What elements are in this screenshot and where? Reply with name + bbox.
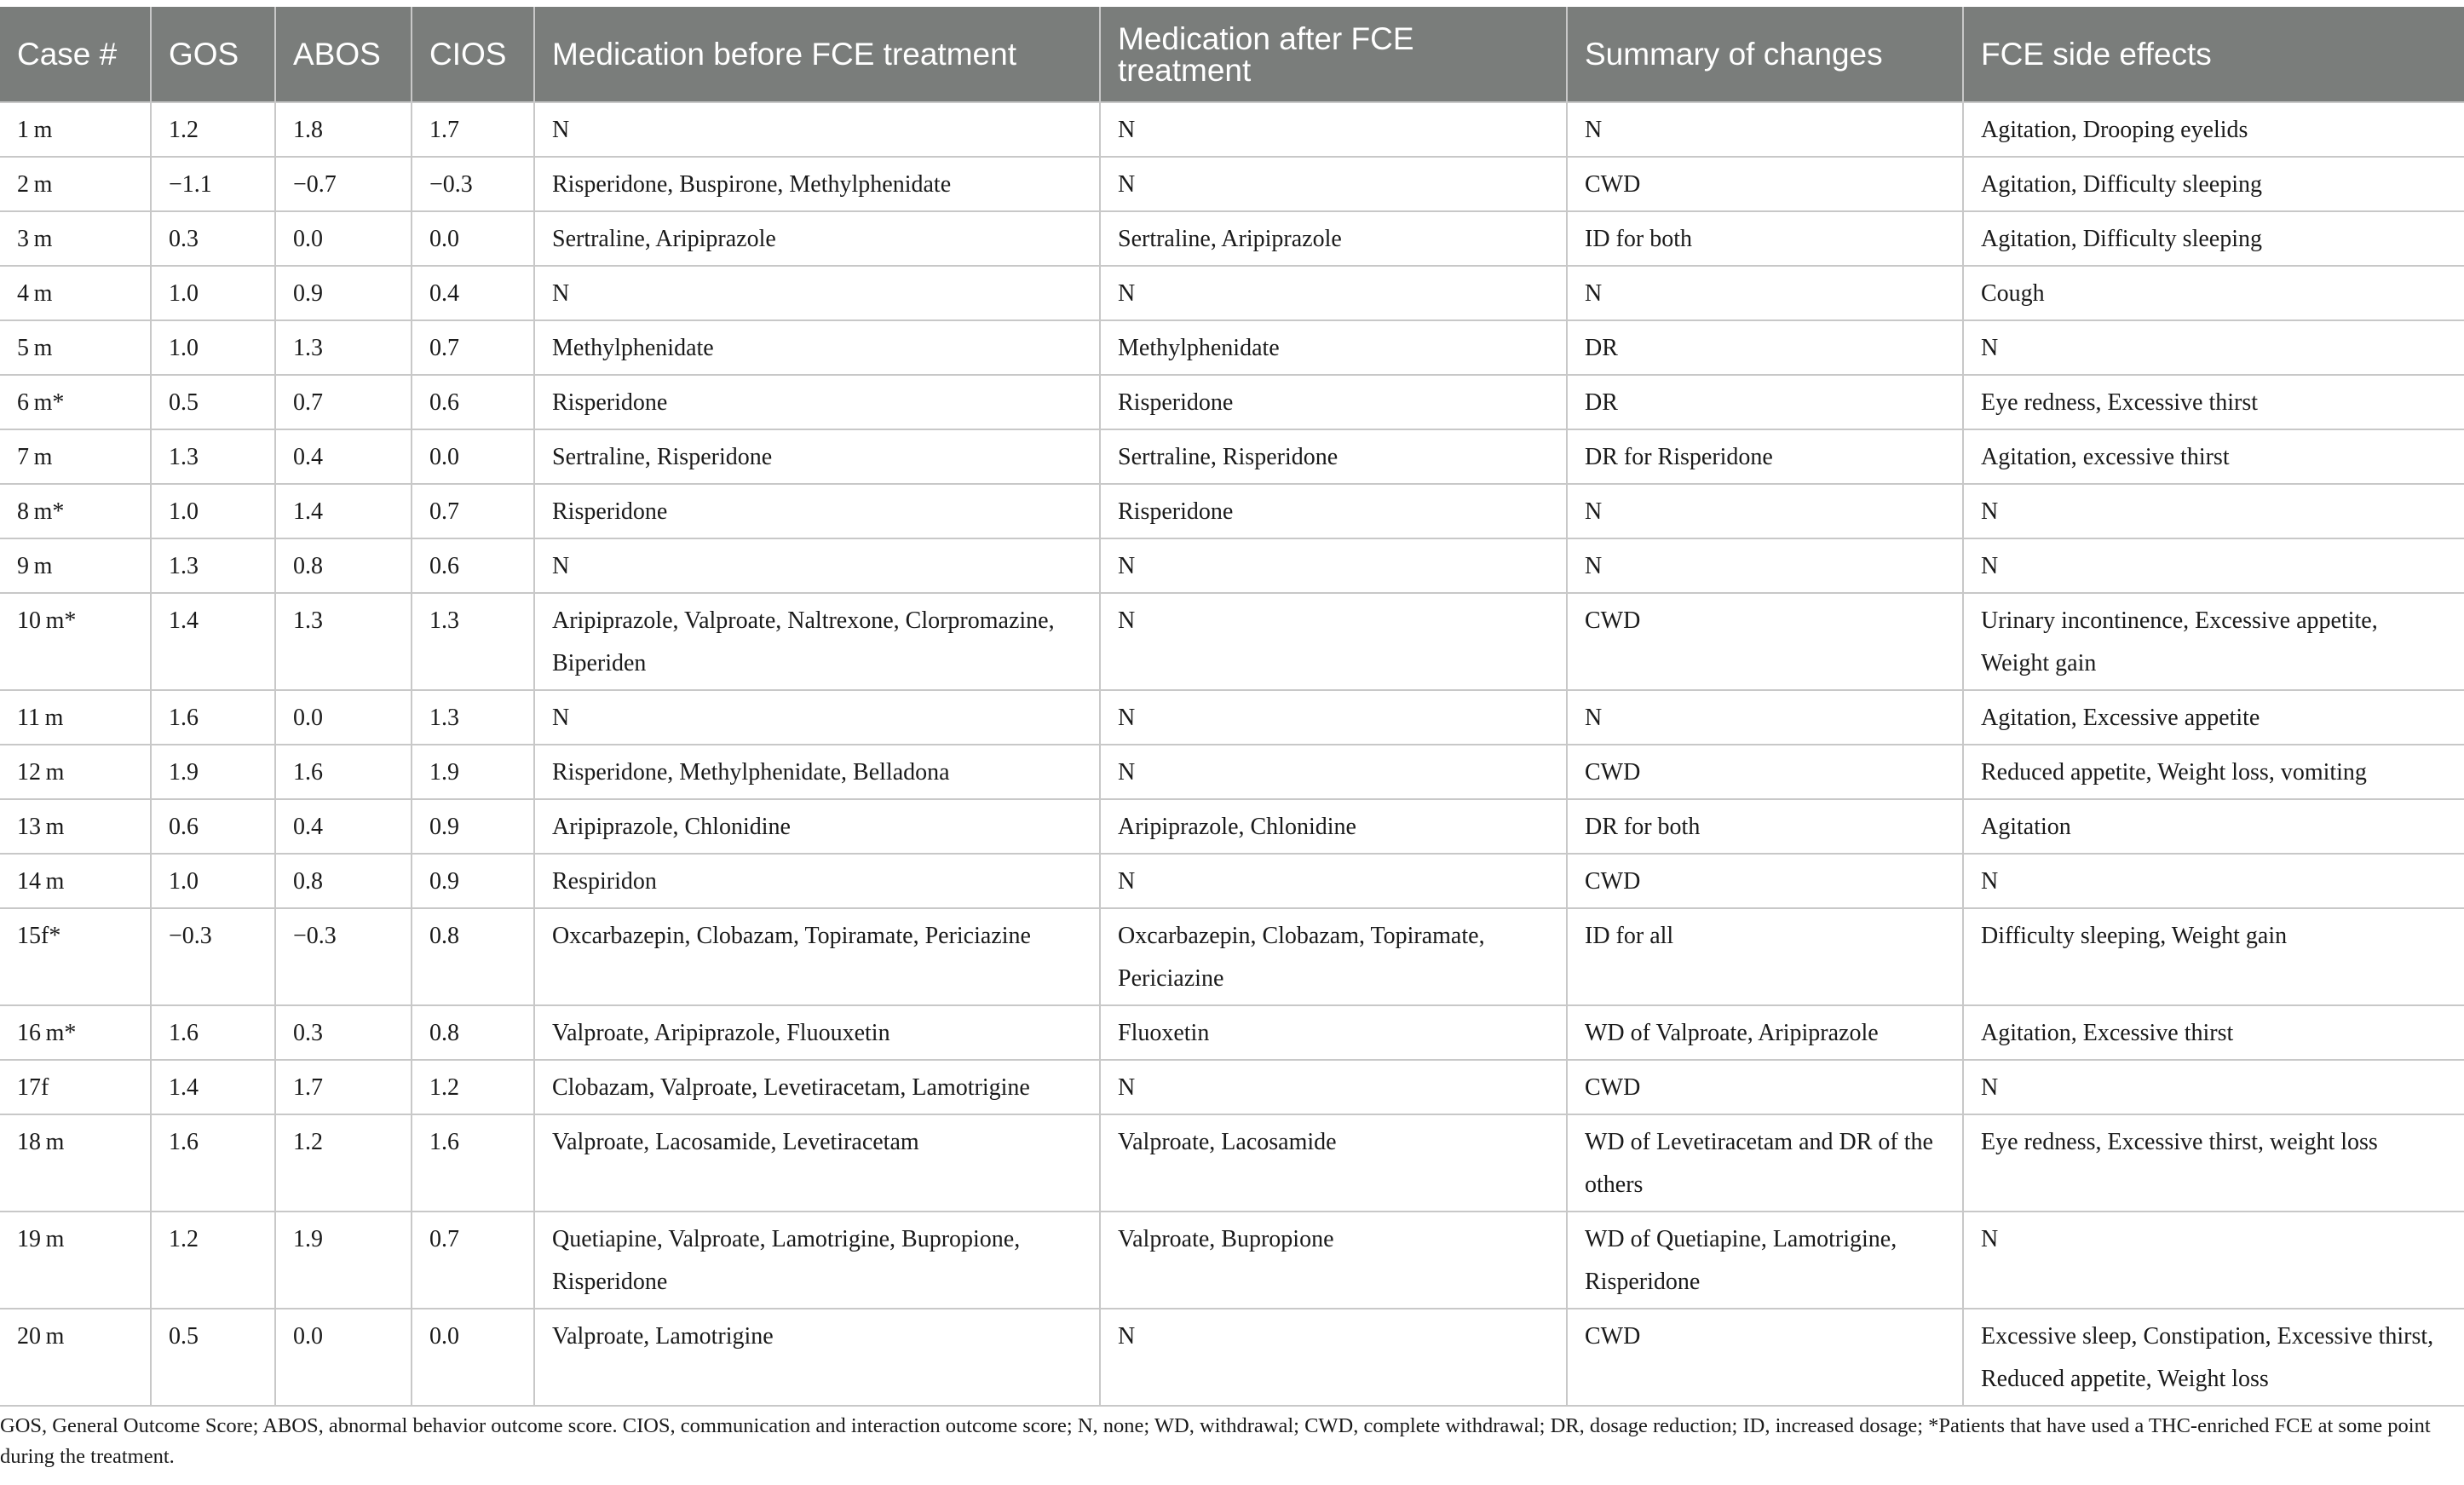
cell-gos: 1.9 xyxy=(151,745,275,799)
cell-gos: 0.3 xyxy=(151,211,275,266)
cell-medication-before: Oxcarbazepin, Clobazam, Topiramate, Periciazine xyxy=(534,908,1100,1005)
cell-summary-of-changes: N xyxy=(1567,484,1963,538)
cell-case: 7 m xyxy=(0,429,151,484)
cell-medication-after: Methylphenidate xyxy=(1100,320,1567,375)
cell-abos: 1.9 xyxy=(275,1212,412,1309)
cell-summary-of-changes: DR for Risperidone xyxy=(1567,429,1963,484)
table-row xyxy=(0,1309,2464,1406)
cell-case: 14 m xyxy=(0,854,151,908)
cell-cios: 1.9 xyxy=(412,745,534,799)
cell-medication-after: N xyxy=(1100,690,1567,745)
cell-side-effects: Eye redness, Excessive thirst, weight loss xyxy=(1963,1114,2464,1212)
cell-cios: 0.0 xyxy=(412,429,534,484)
cell-summary-of-changes: N xyxy=(1567,690,1963,745)
cell-abos: 0.3 xyxy=(275,1005,412,1060)
cell-side-effects: Difficulty sleeping, Weight gain xyxy=(1963,908,2464,1005)
cell-gos: 1.6 xyxy=(151,690,275,745)
cell-medication-before: Clobazam, Valproate, Levetiracetam, Lamotrigine xyxy=(534,1060,1100,1114)
cell-summary-of-changes: DR xyxy=(1567,375,1963,429)
cell-gos: 1.0 xyxy=(151,854,275,908)
cell-abos: −0.3 xyxy=(275,908,412,1005)
cell-medication-after: N xyxy=(1100,593,1567,690)
table-body xyxy=(0,102,2464,1406)
cell-gos: 1.4 xyxy=(151,1060,275,1114)
cell-cios: 0.9 xyxy=(412,854,534,908)
cell-summary-of-changes: CWD xyxy=(1567,745,1963,799)
table-row xyxy=(0,593,2464,690)
cell-medication-before: Risperidone xyxy=(534,484,1100,538)
cell-case: 13 m xyxy=(0,799,151,854)
cell-cios: 0.4 xyxy=(412,266,534,320)
header-side-effects: FCE side effects xyxy=(1963,7,2464,102)
cell-medication-before: Valproate, Aripiprazole, Fluouxetin xyxy=(534,1005,1100,1060)
cell-summary-of-changes: DR for both xyxy=(1567,799,1963,854)
cell-abos: 0.8 xyxy=(275,854,412,908)
table-row xyxy=(0,854,2464,908)
cell-side-effects: Reduced appetite, Weight loss, vomiting xyxy=(1963,745,2464,799)
cell-case: 12 m xyxy=(0,745,151,799)
cell-side-effects: Agitation, Difficulty sleeping xyxy=(1963,157,2464,211)
table-row xyxy=(0,266,2464,320)
cell-medication-before: Sertraline, Risperidone xyxy=(534,429,1100,484)
cell-gos: 0.5 xyxy=(151,1309,275,1406)
cell-medication-before: Aripiprazole, Valproate, Naltrexone, Clorpromazine, Biperiden xyxy=(534,593,1100,690)
cell-medication-after: Valproate, Bupropione xyxy=(1100,1212,1567,1309)
cell-summary-of-changes: CWD xyxy=(1567,1060,1963,1114)
cell-side-effects: Cough xyxy=(1963,266,2464,320)
table-row xyxy=(0,102,2464,157)
cell-cios: −0.3 xyxy=(412,157,534,211)
cell-cios: 0.6 xyxy=(412,375,534,429)
cell-medication-after: Sertraline, Risperidone xyxy=(1100,429,1567,484)
cell-summary-of-changes: WD of Valproate, Aripiprazole xyxy=(1567,1005,1963,1060)
cell-side-effects: Agitation xyxy=(1963,799,2464,854)
cell-abos: 1.7 xyxy=(275,1060,412,1114)
cell-side-effects: Urinary incontinence, Excessive appetite, Weight gain xyxy=(1963,593,2464,690)
cell-gos: 1.6 xyxy=(151,1114,275,1212)
cell-cios: 0.0 xyxy=(412,211,534,266)
cell-medication-before: Valproate, Lacosamide, Levetiracetam xyxy=(534,1114,1100,1212)
cell-cios: 0.9 xyxy=(412,799,534,854)
cell-case: 15f* xyxy=(0,908,151,1005)
cell-gos: 0.6 xyxy=(151,799,275,854)
cell-cios: 1.3 xyxy=(412,690,534,745)
cell-medication-before: Methylphenidate xyxy=(534,320,1100,375)
table-row xyxy=(0,690,2464,745)
cell-gos: 1.4 xyxy=(151,593,275,690)
cell-abos: 1.6 xyxy=(275,745,412,799)
table-row xyxy=(0,211,2464,266)
cell-cios: 0.7 xyxy=(412,1212,534,1309)
table-row xyxy=(0,1060,2464,1114)
cell-gos: −0.3 xyxy=(151,908,275,1005)
cell-summary-of-changes: CWD xyxy=(1567,593,1963,690)
cell-gos: 1.6 xyxy=(151,1005,275,1060)
cell-side-effects: N xyxy=(1963,538,2464,593)
cell-case: 19 m xyxy=(0,1212,151,1309)
header-row xyxy=(0,7,2464,102)
cell-cios: 0.7 xyxy=(412,484,534,538)
cell-medication-before: N xyxy=(534,538,1100,593)
table-row xyxy=(0,908,2464,1005)
cell-abos: 1.3 xyxy=(275,593,412,690)
cell-summary-of-changes: CWD xyxy=(1567,1309,1963,1406)
cell-abos: 0.9 xyxy=(275,266,412,320)
cell-summary-of-changes: N xyxy=(1567,538,1963,593)
cell-medication-after: Aripiprazole, Chlonidine xyxy=(1100,799,1567,854)
cell-summary-of-changes: N xyxy=(1567,102,1963,157)
cell-medication-after: Oxcarbazepin, Clobazam, Topiramate, Periciazine xyxy=(1100,908,1567,1005)
cell-medication-before: N xyxy=(534,266,1100,320)
cell-case: 8 m* xyxy=(0,484,151,538)
table-row xyxy=(0,375,2464,429)
cell-summary-of-changes: ID for both xyxy=(1567,211,1963,266)
cell-medication-before: Risperidone, Methylphenidate, Belladona xyxy=(534,745,1100,799)
cell-cios: 1.3 xyxy=(412,593,534,690)
cell-case: 4 m xyxy=(0,266,151,320)
table-row xyxy=(0,799,2464,854)
cell-abos: 1.4 xyxy=(275,484,412,538)
cell-cios: 1.6 xyxy=(412,1114,534,1212)
cell-medication-after: Fluoxetin xyxy=(1100,1005,1567,1060)
cell-medication-before: N xyxy=(534,102,1100,157)
cell-abos: 0.7 xyxy=(275,375,412,429)
table-row xyxy=(0,320,2464,375)
cell-case: 2 m xyxy=(0,157,151,211)
cell-abos: 0.0 xyxy=(275,1309,412,1406)
cell-abos: 1.2 xyxy=(275,1114,412,1212)
cell-abos: 0.4 xyxy=(275,799,412,854)
header-cios: CIOS xyxy=(412,7,534,102)
cell-medication-after: N xyxy=(1100,157,1567,211)
header-summary-of-changes: Summary of changes xyxy=(1567,7,1963,102)
cell-side-effects: N xyxy=(1963,320,2464,375)
cell-gos: 1.3 xyxy=(151,429,275,484)
cell-medication-after: Risperidone xyxy=(1100,484,1567,538)
cell-case: 17f xyxy=(0,1060,151,1114)
header-medication-before: Medication before FCE treatment xyxy=(534,7,1100,102)
cell-cios: 1.7 xyxy=(412,102,534,157)
cell-case: 20 m xyxy=(0,1309,151,1406)
cell-abos: 1.3 xyxy=(275,320,412,375)
cell-gos: 1.0 xyxy=(151,266,275,320)
cell-medication-before: Aripiprazole, Chlonidine xyxy=(534,799,1100,854)
table-row xyxy=(0,745,2464,799)
results-table-container xyxy=(0,7,2464,1407)
cell-gos: 1.0 xyxy=(151,484,275,538)
cell-side-effects: Agitation, Drooping eyelids xyxy=(1963,102,2464,157)
cell-summary-of-changes: ID for all xyxy=(1567,908,1963,1005)
cell-side-effects: Agitation, excessive thirst xyxy=(1963,429,2464,484)
cell-side-effects: N xyxy=(1963,1060,2464,1114)
cell-side-effects: Agitation, Excessive appetite xyxy=(1963,690,2464,745)
cell-case: 10 m* xyxy=(0,593,151,690)
table-row xyxy=(0,429,2464,484)
cell-gos: −1.1 xyxy=(151,157,275,211)
cell-gos: 1.0 xyxy=(151,320,275,375)
cell-gos: 0.5 xyxy=(151,375,275,429)
cell-side-effects: Eye redness, Excessive thirst xyxy=(1963,375,2464,429)
cell-medication-after: N xyxy=(1100,102,1567,157)
results-table xyxy=(0,7,2464,1407)
cell-side-effects: N xyxy=(1963,1212,2464,1309)
cell-medication-before: Sertraline, Aripiprazole xyxy=(534,211,1100,266)
cell-gos: 1.2 xyxy=(151,1212,275,1309)
table-row xyxy=(0,484,2464,538)
cell-medication-before: N xyxy=(534,690,1100,745)
cell-medication-after: Sertraline, Aripiprazole xyxy=(1100,211,1567,266)
cell-medication-before: Risperidone, Buspirone, Methylphenidate xyxy=(534,157,1100,211)
cell-abos: −0.7 xyxy=(275,157,412,211)
cell-case: 9 m xyxy=(0,538,151,593)
cell-cios: 1.2 xyxy=(412,1060,534,1114)
cell-medication-after: N xyxy=(1100,1309,1567,1406)
cell-gos: 1.2 xyxy=(151,102,275,157)
cell-medication-after: N xyxy=(1100,745,1567,799)
cell-abos: 1.8 xyxy=(275,102,412,157)
cell-gos: 1.3 xyxy=(151,538,275,593)
cell-abos: 0.8 xyxy=(275,538,412,593)
cell-cios: 0.8 xyxy=(412,908,534,1005)
cell-case: 16 m* xyxy=(0,1005,151,1060)
cell-case: 3 m xyxy=(0,211,151,266)
cell-abos: 0.4 xyxy=(275,429,412,484)
cell-abos: 0.0 xyxy=(275,690,412,745)
cell-summary-of-changes: N xyxy=(1567,266,1963,320)
cell-medication-after: Valproate, Lacosamide xyxy=(1100,1114,1567,1212)
cell-side-effects: N xyxy=(1963,484,2464,538)
cell-cios: 0.7 xyxy=(412,320,534,375)
cell-side-effects: Excessive sleep, Constipation, Excessive thirst, Reduced appetite, Weight loss xyxy=(1963,1309,2464,1406)
cell-medication-after: N xyxy=(1100,1060,1567,1114)
table-row xyxy=(0,538,2464,593)
cell-medication-before: Valproate, Lamotrigine xyxy=(534,1309,1100,1406)
table-footnote: GOS, General Outcome Score; ABOS, abnormal behavior outcome score. CIOS, communication and interaction outcome score; N, none; WD, withdrawal; CWD, complete withdrawal; DR, dosage reduction; ID, increased dosage; *Patients that have used a THC-enriched FCE at some point during the treatment. xyxy=(0,1414,2431,1468)
cell-case: 18 m xyxy=(0,1114,151,1212)
cell-side-effects: N xyxy=(1963,854,2464,908)
cell-case: 6 m* xyxy=(0,375,151,429)
table-row xyxy=(0,1212,2464,1309)
cell-case: 1 m xyxy=(0,102,151,157)
cell-cios: 0.8 xyxy=(412,1005,534,1060)
cell-summary-of-changes: CWD xyxy=(1567,157,1963,211)
table-row xyxy=(0,1005,2464,1060)
header-abos: ABOS xyxy=(275,7,412,102)
cell-summary-of-changes: CWD xyxy=(1567,854,1963,908)
cell-case: 5 m xyxy=(0,320,151,375)
cell-medication-before: Quetiapine, Valproate, Lamotrigine, Bupropione, Risperidone xyxy=(534,1212,1100,1309)
table-row xyxy=(0,1114,2464,1212)
header-gos: GOS xyxy=(151,7,275,102)
cell-cios: 0.6 xyxy=(412,538,534,593)
cell-case: 11 m xyxy=(0,690,151,745)
cell-side-effects: Agitation, Difficulty sleeping xyxy=(1963,211,2464,266)
cell-cios: 0.0 xyxy=(412,1309,534,1406)
cell-summary-of-changes: WD of Levetiracetam and DR of the others xyxy=(1567,1114,1963,1212)
cell-summary-of-changes: DR xyxy=(1567,320,1963,375)
cell-medication-before: Respiridon xyxy=(534,854,1100,908)
cell-medication-after: N xyxy=(1100,538,1567,593)
table-header xyxy=(0,7,2464,102)
cell-medication-before: Risperidone xyxy=(534,375,1100,429)
cell-medication-after: N xyxy=(1100,266,1567,320)
header-case: Case # xyxy=(0,7,151,102)
cell-side-effects: Agitation, Excessive thirst xyxy=(1963,1005,2464,1060)
cell-medication-after: Risperidone xyxy=(1100,375,1567,429)
cell-medication-after: N xyxy=(1100,854,1567,908)
table-row xyxy=(0,157,2464,211)
cell-summary-of-changes: WD of Quetiapine, Lamotrigine, Risperidone xyxy=(1567,1212,1963,1309)
header-medication-after: Medication after FCE treatment xyxy=(1100,7,1567,102)
cell-abos: 0.0 xyxy=(275,211,412,266)
